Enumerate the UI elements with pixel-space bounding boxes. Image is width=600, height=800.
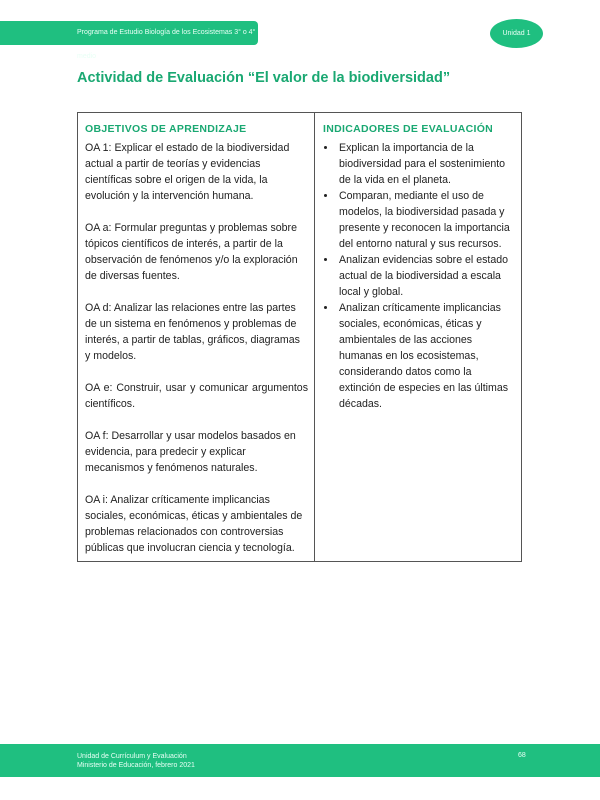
objective-item: OA i: Analizar críticamente implicancias sociales, económicas, éticas y ambientales de problemas relacionados con controversias públicas que involucran ciencia y tecnología.	[85, 494, 303, 554]
objectives-column	[78, 113, 315, 561]
indicator-item: • Comparan, mediante el uso de modelos, la biodiversidad pasada y presente y reconocen la importancia del entorno natural y sus recursos.	[337, 188, 515, 252]
indicators-header: INDICADORES DE EVALUACIÓN	[323, 123, 494, 135]
unit-badge: Unidad 1	[490, 19, 543, 48]
footer-unit: Unidad de Currículum y Evaluación	[77, 753, 187, 760]
objective-item: OA d: Analizar las relaciones entre las partes de un sistema en fenómenos y problemas de interés, a partir de tablas, gráficos, diagramas y modelos.	[85, 302, 300, 362]
footer-ministry: Ministerio de Educación, febrero 2021	[77, 762, 195, 769]
objective-item: OA a: Formular preguntas y problemas sobre tópicos científicos de interés, a partir de la observación de fenómenos y/o la exploración de diversas fuentes.	[85, 222, 298, 282]
objective-item: OA 1: Explicar el estado de la biodiversidad actual a partir de teorías y evidencias científicas sobre el origen de la vida, la evolución y la intervención humana.	[85, 142, 290, 202]
footer-bar	[0, 744, 600, 777]
objective-item: OA f: Desarrollar y usar modelos basados en evidencia, para predecir y explicar mecanismos y fenómenos naturales.	[85, 430, 296, 474]
indicator-item: • Analizan evidencias sobre el estado actual de la biodiversidad a escala local y global.	[337, 252, 515, 300]
indicator-item: • Analizan críticamente implicancias sociales, económicas, éticas y ambientales de las acciones humanas en los ecosistemas, considerando datos como la extinción de especies en las últimas décadas.	[337, 300, 515, 412]
objective-item: OA e: Construir, usar y comunicar argumentos científicos.	[85, 382, 308, 410]
page-title: Actividad de Evaluación “El valor de la biodiversidad”	[77, 70, 451, 86]
objectives-header: OBJETIVOS DE APRENDIZAJE	[85, 123, 247, 135]
program-title: Programa de Estudio Biología de los Ecosistemas 3° o 4° medio	[77, 29, 256, 60]
indicator-item: • Explican la importancia de la biodiversidad para el sostenimiento de la vida en el planeta.	[337, 140, 515, 188]
page-number: 68	[518, 752, 526, 759]
program-header-bar	[0, 21, 258, 60]
evaluation-table	[77, 112, 522, 562]
indicators-list	[323, 140, 515, 412]
indicators-column	[315, 113, 521, 561]
